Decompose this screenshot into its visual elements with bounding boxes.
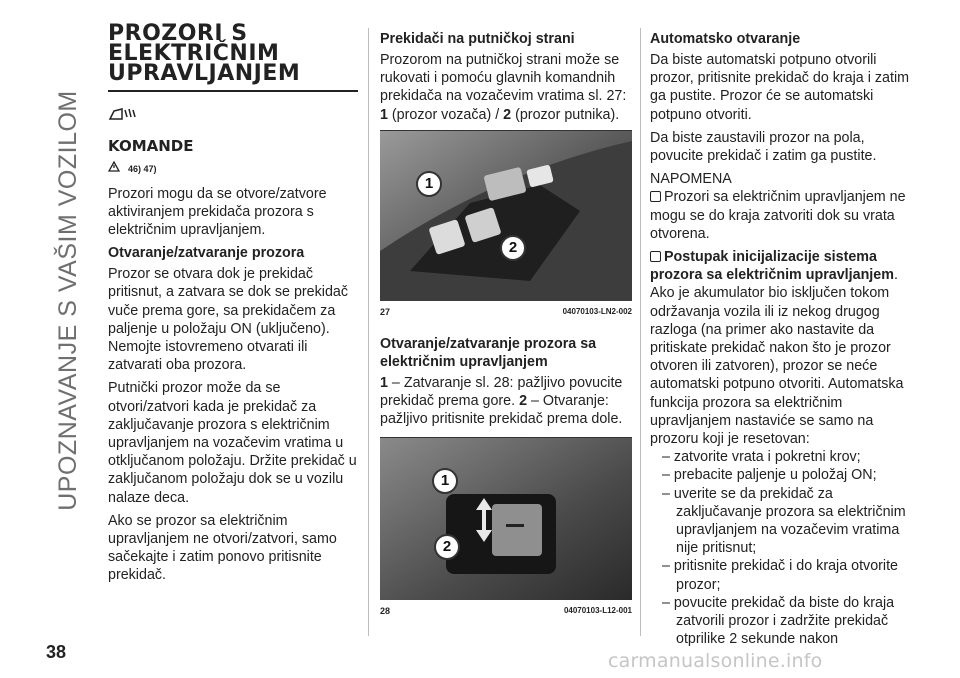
note: Prozori sa električnim upravljanjem ne mogu se do kraja zatvoriti dok su vrata otvorena. [650, 189, 906, 242]
paragraph: 1 (prozor vozača) / 2 (prozor putnika). [380, 106, 620, 123]
note-icon [650, 251, 661, 262]
figure-caption: 28 04070103-L12-001 [380, 605, 632, 616]
side-section-title: UPOZNAVANJE S VAŠIM VOZILOM [53, 89, 82, 511]
paragraph: Da biste automatski potpuno otvorili prozor, pritisnite prekidač do kraja i zatim ga pustite. Prozor će se automatski potpuno otvoriti. [650, 52, 910, 123]
paragraph: Da biste zaustavili prozor na pola, povucite prekidač i zatim ga pustite. [650, 129, 877, 165]
subheading: Otvaranje/zatvaranje prozora [108, 245, 305, 262]
list-item: – prebacite paljenje u položaj ON; [662, 467, 877, 484]
column-divider [640, 28, 641, 636]
subsection-title: KOMANDE [108, 137, 194, 156]
list-item: – povucite prekidač da biste do kraja zatvorili prozor i zadržite prekidač otprilike 2 sekunde nakon [662, 594, 895, 648]
section-title: PROZORI S ELEKTRIČNIM UPRAVLJANJEM [108, 21, 301, 86]
page-number: 38 [46, 642, 67, 662]
paragraph: Ako se prozor sa električnim upravljanjem ne otvori/zatvori, samo sačekajte i zatim ponovo pritisnite prekidač. [108, 512, 337, 584]
subheading: Prekidači na putničkoj strani [380, 31, 575, 47]
paragraph: 1 – Zatvaranje sl. 28: pažljivo povucite prekidač prema gore. 2 – Otvaranje: pažljivo pritisnite prekidač prema dole. [380, 375, 623, 428]
note-icon [650, 191, 661, 202]
list-item: – pritisnite prekidač i do kraja otvorite prozor; [662, 558, 899, 593]
callout-2: 2 [500, 235, 526, 261]
paragraph: Prozorom na putničkoj strani može se rukovati i pomoću glavnih komandnih prekidača na vozačevim vratima sl. 27: [380, 52, 627, 105]
door-panel-image [380, 131, 632, 301]
paragraph: Prozor se otvara dok je prekidač pritisnut, a zatvara se dok se prekidač vuče prema gore, sa prekidačem za paljenje u položaju ON (uključeno). Nemojte istovremeno otvarati ili zatvarati oba prozora. [108, 266, 348, 374]
callout-1: 1 [416, 171, 442, 197]
switch-image [380, 438, 632, 600]
power-window-icon [108, 106, 138, 127]
column-2 [380, 24, 632, 628]
column-divider [368, 28, 369, 636]
title-rule [108, 90, 358, 92]
warning-icon [108, 160, 124, 176]
warning-ref: 46) 47) [127, 164, 157, 175]
list-item: – uverite se da prekidač za zaključavanje prozora sa električnim upravljanjem na vozačevim vratima nije pritisnut; [662, 485, 906, 557]
callout-2: 2 [434, 534, 460, 560]
steps-list [650, 448, 912, 648]
warning-ref-row [108, 159, 358, 178]
figure-27-door-switches [380, 131, 632, 301]
paragraph: Prozori mogu da se otvore/zatvore aktiviranjem prekidača prozora s električnim upravljanjem. [108, 185, 327, 239]
list-item: – zatvorite vrata i pokretni krov; [662, 449, 861, 466]
paragraph: Putnički prozor može da se otvori/zatvori kada je prekidač za zaključavanje prozora s električnim upravljanjem na vozačevim vratima u otključanom položaju. Držite prekidač u zaključanom položaju dok se u vozilu nalaze deca. [108, 380, 357, 506]
subheading: Otvaranje/zatvaranje prozora sa električnim upravljanjem [380, 336, 597, 371]
figure-caption: 27 04070103-LN2-002 [380, 306, 632, 317]
subheading: Automatsko otvaranje [650, 31, 801, 47]
callout-1: 1 [432, 468, 458, 494]
column-3 [650, 24, 912, 649]
watermark: carmanualsonline.info [608, 650, 823, 672]
column-1 [108, 21, 358, 590]
note: Postupak inicijalizacije sistema prozora sa električnim upravljanjem. Ako je akumulator bio isključen tokom održavanja vozila ili iz nekog drugog razloga (na primer ako nastavite da pritiskate prekidač nakon što je prozor otvoren ili zatvoren), prozor se neće automatski potpuno otvoriti. Automatska funkcija prozora sa električnim upravljanjem nastaviće se samo na prozoru koji je resetovan: [650, 249, 904, 448]
note-label: NAPOMENA [650, 171, 732, 188]
figure-28-window-switch [380, 438, 632, 600]
